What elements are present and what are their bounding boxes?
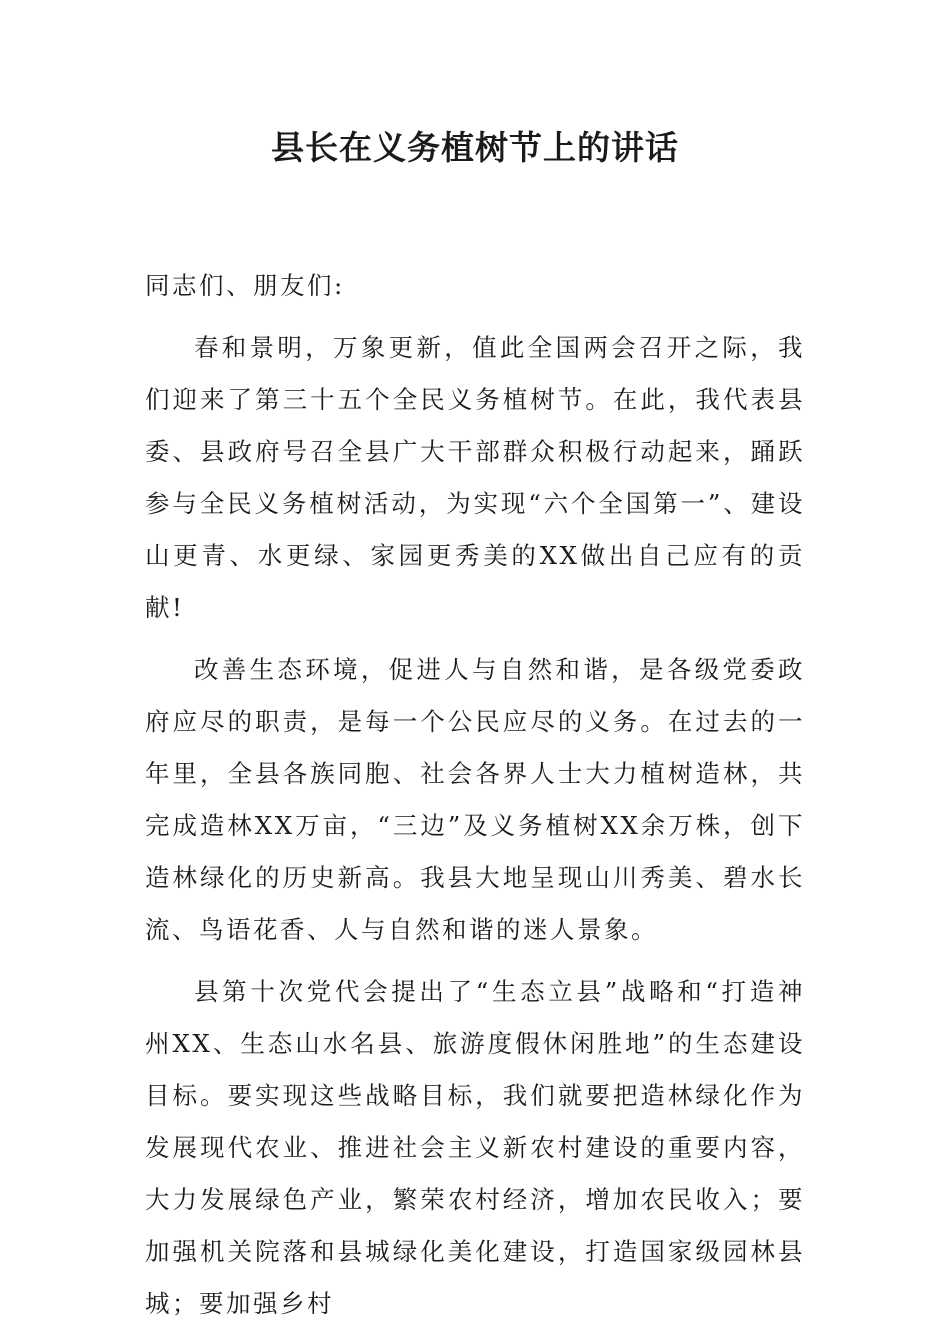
paragraph-3: 县第十次党代会提出了“生态立县”战略和“打造神州XX、生态山水名县、旅游度假休闲胜地”的生态建设目标。要实现这些战略目标，我们就要把造林绿化作为发展现代农业、推进社会主义新农村建设的重要内容，大力发展绿色产业，繁荣农村经济，增加农民收入；要加强机关院落和县城绿化美化建设，打造国家级园林县城；要加强乡村 [145,977,805,1318]
salutation: 同志们、朋友们: [145,271,345,300]
paragraph-1: 春和景明，万象更新，值此全国两会召开之际，我们迎来了第三十五个全民义务植树节。在此，我代表县委、县政府号召全县广大干部群众积极行动起来，踊跃参与全民义务植树活动，为实现“六个全国第一”、建设山更青、水更绿、家园更秀美的XX做出自己应有的贡献! [145,333,805,622]
document-body [145,260,805,1340]
paragraph-2: 改善生态环境，促进人与自然和谐，是各级党委政府应尽的职责，是每一个公民应尽的义务。在过去的一年里，全县各族同胞、社会各界人士大力植树造林，共完成造林XX万亩，“三边”及义务植树XX余万株，创下造林绿化的历史新高。我县大地呈现山川秀美、碧水长流、鸟语花香、人与自然和谐的迷人景象。 [145,655,805,944]
document-title: 县长在义务植树节上的讲话 [271,128,679,167]
